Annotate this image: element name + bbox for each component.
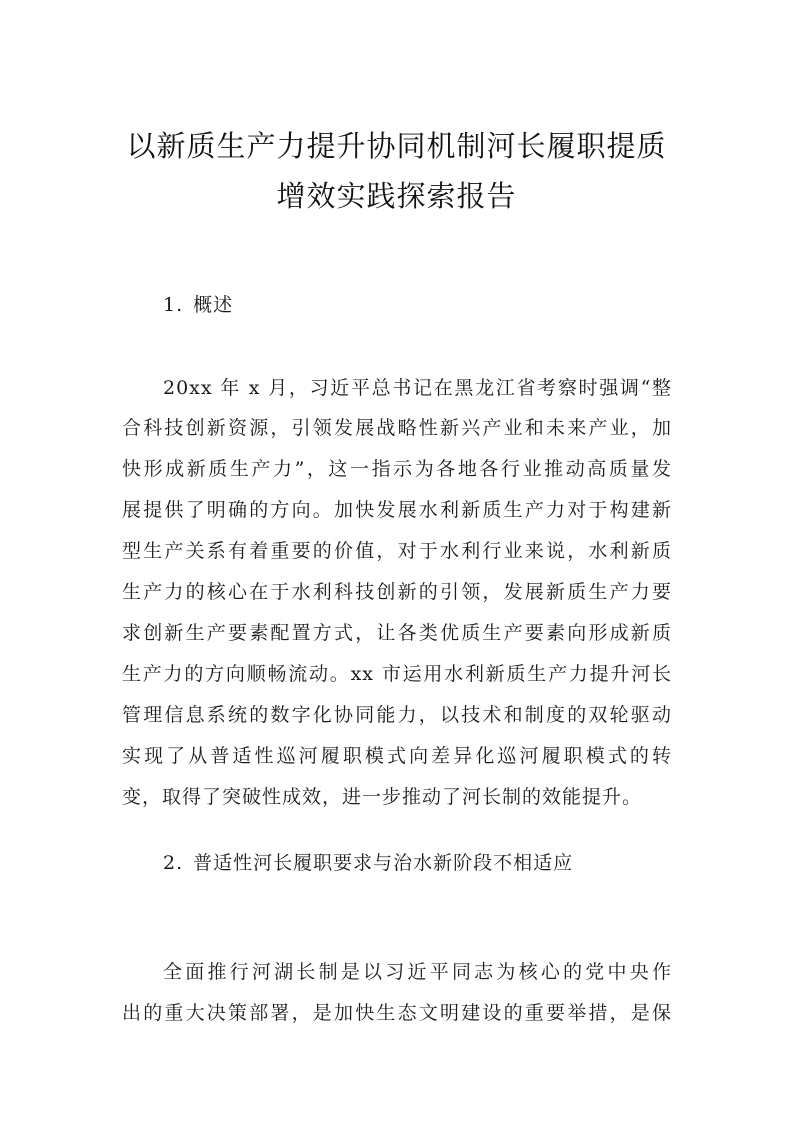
paragraph-line: 展提供了明确的方向。加快发展水利新质生产力对于构建新 <box>122 499 672 521</box>
paragraph-line: 实现了从普适性巡河履职模式向差异化巡河履职模式的转 <box>122 745 672 767</box>
document-title-line-2: 增效实践探索报告 <box>276 179 517 213</box>
section-2-number: 2. <box>163 852 184 874</box>
section-2-heading-text: 普适性河长履职要求与治水新阶段不相适应 <box>193 852 574 874</box>
paragraph-line: 变，取得了突破性成效，进一步推动了河长制的效能提升。 <box>122 786 643 808</box>
paragraph-line: 生产力的核心在于水利科技创新的引领，发展新质生产力要 <box>122 581 672 603</box>
paragraph-line: 求创新生产要素配置方式，让各类优质生产要素向形成新质 <box>122 622 672 644</box>
paragraph-line: 生产力的方向顺畅流动。xx 市运用水利新质生产力提升河长 <box>122 663 672 685</box>
paragraph-line: 20xx 年 x 月，习近平总书记在黑龙江省考察时强调“整 <box>163 377 672 399</box>
paragraph-line: 全面推行河湖长制是以习近平同志为核心的党中央作 <box>163 961 672 983</box>
section-1-heading <box>163 290 233 320</box>
section-1-number: 1. <box>163 294 184 316</box>
section-2-heading <box>163 848 573 878</box>
paragraph-line: 型生产关系有着重要的价值，对于水利行业来说，水利新质 <box>122 540 672 562</box>
paragraph-line: 管理信息系统的数字化协同能力，以技术和制度的双轮驱动 <box>122 704 672 726</box>
paragraph-line: 快形成新质生产力”，这一指示为各地各行业推动高质量发 <box>122 458 672 480</box>
paragraph-line: 合科技创新资源，引领发展战略性新兴产业和未来产业，加 <box>122 417 672 439</box>
section-1-heading-text: 概述 <box>193 294 234 316</box>
paragraph-line: 出的重大决策部署，是加快生态文明建设的重要举措，是保 <box>122 1002 672 1024</box>
document-title-line-1: 以新质生产力提升协同机制河长履职提质 <box>126 129 667 163</box>
